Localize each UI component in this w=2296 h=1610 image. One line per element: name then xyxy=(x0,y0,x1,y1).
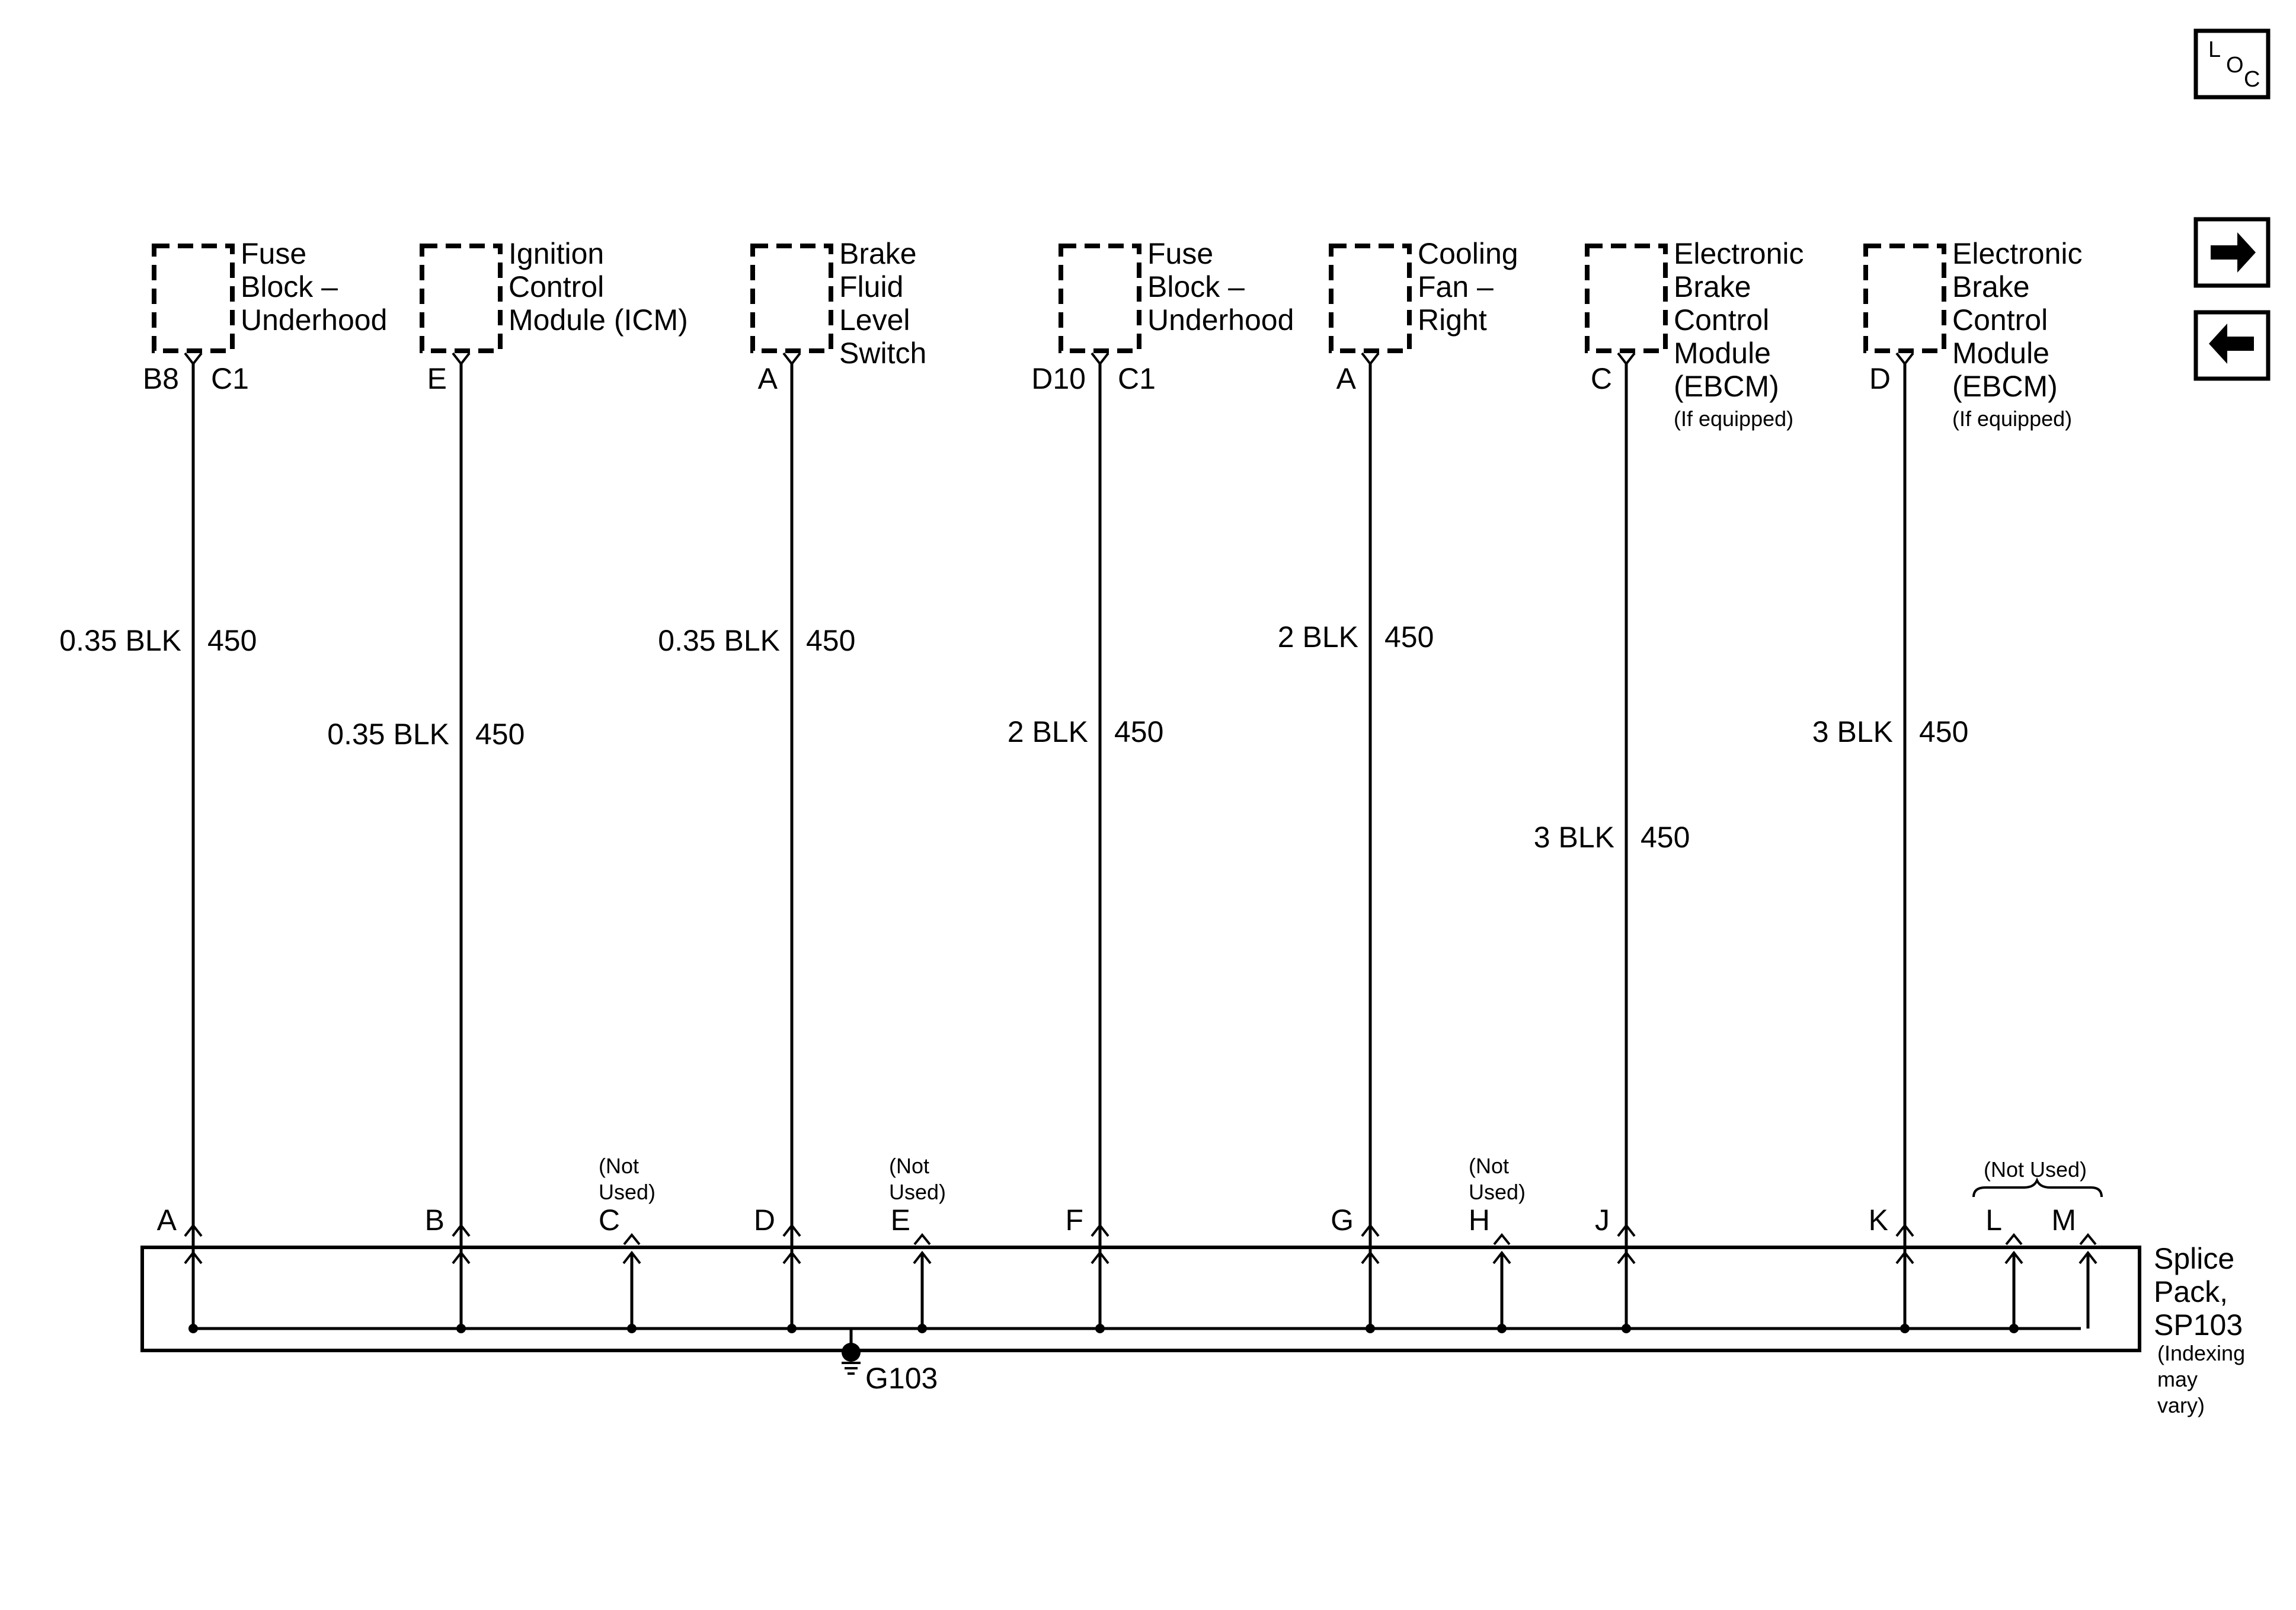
splice-junction xyxy=(917,1324,927,1333)
component-pin: E xyxy=(427,362,447,395)
splice-junction xyxy=(2009,1324,2019,1333)
component-box xyxy=(1331,246,1409,351)
component-6 xyxy=(1534,237,1804,1333)
splice-pin-label: M xyxy=(2051,1204,2076,1237)
component-3 xyxy=(658,237,926,1333)
component-connector: C1 xyxy=(211,362,249,395)
splice-pin-label: B xyxy=(424,1204,445,1237)
wire-gauge: 3 BLK xyxy=(1812,715,1893,748)
splice-junction xyxy=(627,1324,637,1333)
component-note: (If equipped) xyxy=(1674,406,1794,431)
splice-pack-box xyxy=(142,1247,2140,1350)
component-name-line: Cooling xyxy=(1418,237,1518,270)
splice-pin-label: E xyxy=(890,1204,910,1237)
component-name-line: Block – xyxy=(1147,270,1245,303)
component-pin: C xyxy=(1590,362,1612,395)
component-box xyxy=(154,246,232,351)
ground-g103 xyxy=(842,1329,938,1395)
component-name-line: Fluid xyxy=(839,270,904,303)
component-box xyxy=(1061,246,1139,351)
splice-pin-label: G xyxy=(1331,1204,1354,1237)
component-pin: D10 xyxy=(1031,362,1086,395)
next-page-button[interactable] xyxy=(2196,219,2268,286)
wire-gauge: 3 BLK xyxy=(1533,821,1614,854)
unused-note-line: Used) xyxy=(599,1180,656,1204)
component-note: (If equipped) xyxy=(1952,406,2073,431)
splice-terminal xyxy=(624,1235,639,1244)
wire-gauge: 2 BLK xyxy=(1007,715,1088,748)
connector-terminal xyxy=(1618,353,1635,364)
unused-group-lm xyxy=(1974,1157,2102,1197)
splice-junction xyxy=(1622,1324,1631,1333)
unused-note-line: (Not xyxy=(599,1154,639,1178)
component-name-line: (EBCM) xyxy=(1674,370,1779,403)
loc-letter-l: L xyxy=(2208,37,2221,62)
splice-junction xyxy=(1366,1324,1375,1333)
unused-pin-e xyxy=(889,1154,946,1333)
unused-pin-h xyxy=(1469,1154,1526,1333)
component-name-line: Control xyxy=(509,270,605,303)
connector-terminal xyxy=(1362,353,1379,364)
connector-terminal xyxy=(185,353,202,364)
splice-terminal xyxy=(2006,1235,2022,1244)
component-name-line: Switch xyxy=(839,337,927,370)
connector-terminal xyxy=(453,353,469,364)
component-name-line: Level xyxy=(839,303,910,337)
component-name-line: Electronic xyxy=(1674,237,1804,270)
ground-label: G103 xyxy=(865,1362,938,1395)
component-name-line: Brake xyxy=(839,237,917,270)
loc-letter-c: C xyxy=(2244,67,2260,92)
component-name-line: Module (ICM) xyxy=(509,303,688,337)
splice-pack-note-3: vary) xyxy=(2157,1393,2205,1417)
splice-pin-label: F xyxy=(1065,1204,1083,1237)
splice-pin-label: D xyxy=(753,1204,775,1237)
wire-gauge: 0.35 BLK xyxy=(59,624,181,657)
previous-page-button[interactable] xyxy=(2196,312,2268,379)
component-pin: B8 xyxy=(142,362,179,395)
splice-pack-line-3: SP103 xyxy=(2154,1308,2243,1342)
splice-terminal xyxy=(2080,1235,2096,1244)
unused-note-line: Used) xyxy=(1469,1180,1526,1204)
component-name-line: Fan – xyxy=(1418,270,1494,303)
splice-pack-note-1: (Indexing xyxy=(2157,1341,2246,1365)
circuit-number: 450 xyxy=(207,624,257,657)
component-box xyxy=(753,246,831,351)
wire-gauge: 0.35 BLK xyxy=(327,718,449,751)
circuit-number: 450 xyxy=(1641,821,1690,854)
component-name-line: Ignition xyxy=(509,237,605,270)
component-name-line: Underhood xyxy=(1147,303,1294,337)
loc-letter-o: O xyxy=(2226,53,2244,78)
component-name-line: Electronic xyxy=(1952,237,2083,270)
unused-pin-m xyxy=(2051,1204,2096,1329)
component-pin: A xyxy=(757,362,778,395)
unused-pin-l xyxy=(1985,1204,2022,1333)
circuit-number: 450 xyxy=(1114,715,1164,748)
component-pin: A xyxy=(1336,362,1356,395)
circuit-number: 450 xyxy=(1919,715,1969,748)
component-box xyxy=(422,246,500,351)
component-4 xyxy=(1008,237,1294,1333)
splice-junction xyxy=(188,1324,198,1333)
component-name-line: Module xyxy=(1952,337,2049,370)
component-connector: C1 xyxy=(1118,362,1156,395)
splice-junction xyxy=(456,1324,466,1333)
component-name-line: Fuse xyxy=(241,237,307,270)
splice-pin-label: K xyxy=(1868,1204,1888,1237)
component-1 xyxy=(59,237,387,1333)
splice-terminal xyxy=(1494,1235,1510,1244)
component-name-line: Underhood xyxy=(241,303,388,337)
connector-terminal xyxy=(1897,353,1913,364)
component-name-line: Fuse xyxy=(1147,237,1214,270)
unused-group-note: (Not Used) xyxy=(1984,1157,2087,1182)
splice-pin-label: C xyxy=(598,1204,620,1237)
wire-gauge: 0.35 BLK xyxy=(658,624,780,657)
component-box xyxy=(1866,246,1944,351)
component-name-line: Brake xyxy=(1952,270,2030,303)
splice-pack-line-2: Pack, xyxy=(2154,1275,2228,1308)
splice-pin-label: L xyxy=(1985,1204,2002,1237)
component-name-line: Control xyxy=(1952,303,2048,337)
splice-pin-label: A xyxy=(156,1204,177,1237)
component-pin: D xyxy=(1869,362,1891,395)
wire-gauge: 2 BLK xyxy=(1277,620,1358,654)
component-box xyxy=(1587,246,1665,351)
splice-terminal xyxy=(914,1235,930,1244)
splice-junction xyxy=(787,1324,797,1333)
component-name-line: Module xyxy=(1674,337,1771,370)
component-name-line: Right xyxy=(1418,303,1487,337)
splice-pack-note-2: may xyxy=(2157,1367,2198,1391)
unused-pin-c xyxy=(599,1154,655,1333)
unused-note-line: (Not xyxy=(1469,1154,1510,1178)
splice-pin-label: H xyxy=(1468,1204,1490,1237)
unused-group-brace xyxy=(1974,1180,2102,1197)
unused-note-line: Used) xyxy=(889,1180,946,1204)
connector-terminal xyxy=(1092,353,1108,364)
splice-pack-label xyxy=(2154,1242,2245,1417)
circuit-number: 450 xyxy=(806,624,856,657)
circuit-number: 450 xyxy=(1384,620,1434,654)
circuit-number: 450 xyxy=(475,718,525,751)
component-name-line: Brake xyxy=(1674,270,1751,303)
splice-junction xyxy=(1497,1324,1507,1333)
component-name-line: (EBCM) xyxy=(1952,370,2058,403)
splice-pack-line-1: Splice xyxy=(2154,1242,2235,1275)
splice-pin-label: J xyxy=(1595,1204,1610,1237)
component-name-line: Control xyxy=(1674,303,1770,337)
unused-note-line: (Not xyxy=(889,1154,930,1178)
splice-junction xyxy=(1095,1324,1105,1333)
loc-button[interactable] xyxy=(2196,31,2268,97)
splice-junction xyxy=(1900,1324,1910,1333)
component-name-line: Block – xyxy=(241,270,338,303)
connector-terminal xyxy=(784,353,800,364)
